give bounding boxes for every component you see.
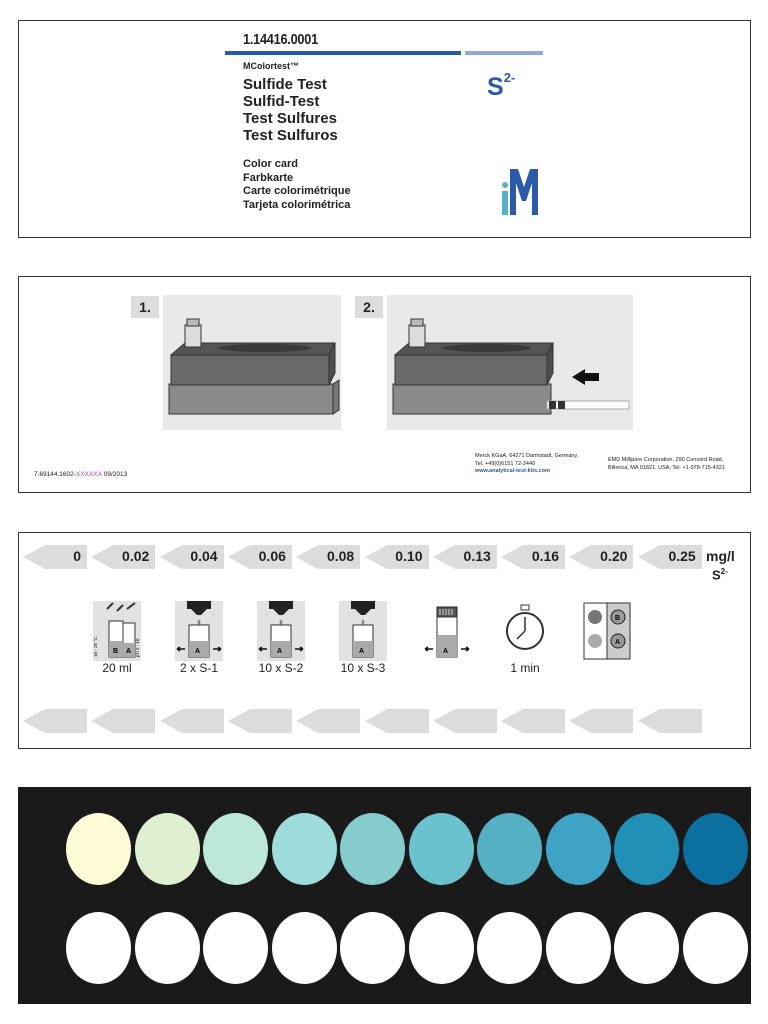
step-1-number: 1.: [131, 296, 159, 318]
unit-ion: $S^{2-}$: [712, 567, 728, 583]
color-swatch-1: [135, 813, 200, 885]
ion-symbol: $S^{2-}$: [487, 69, 516, 101]
card-subtitles: [243, 158, 351, 212]
merck-address: Merck KGaA, 64271 Darmstadt, Germany, Tel. +49(0)6151 72-2440 www.analytical-test-kits.com: [475, 453, 579, 474]
scale-value-5: [365, 545, 429, 569]
color-swatch-7: [546, 813, 611, 885]
color-swatch-5: [409, 813, 474, 885]
color-swatch-4: [340, 813, 405, 885]
scale-value-0: [23, 545, 87, 569]
scale-value-2: [160, 545, 224, 569]
blank-arrow-9: [638, 709, 702, 733]
svg-text:B: B: [615, 615, 621, 622]
subtitle-es: Tarjeta colorimétrica: [243, 198, 351, 211]
scale-value-3: [228, 545, 292, 569]
header-bar-light: [465, 51, 543, 55]
header-panel: [18, 20, 751, 238]
subtitle-fr: Carte colorimétrique: [243, 185, 351, 197]
blank-arrow-5: [365, 709, 429, 733]
comparison-window-5: [409, 912, 474, 984]
scale-value-label: 0.10: [395, 548, 423, 564]
color-swatch-3: [272, 813, 337, 885]
blank-arrow-3: [228, 709, 292, 733]
scale-value-4: [296, 545, 360, 569]
caption-volume: 20 ml: [102, 661, 132, 675]
comparison-window-1: [135, 912, 200, 984]
scale-value-label: 0.16: [531, 548, 560, 564]
color-card-panel: [18, 787, 751, 1004]
caption-s3: 10 x S-3: [340, 661, 386, 675]
scale-value-9: [638, 545, 702, 569]
color-swatch-8: [614, 813, 679, 885]
scale-value-label: 0.06: [258, 548, 286, 564]
scale-value-1: [91, 545, 155, 569]
blank-arrow-6: [433, 709, 497, 733]
scale-value-label: 0.02: [122, 548, 150, 564]
color-swatch-0: [66, 813, 131, 885]
comparison-window-9: [683, 912, 748, 984]
vial-a-label: A: [126, 648, 132, 655]
blank-arrow-2: [160, 709, 224, 733]
step-2-number: 2.: [355, 296, 383, 318]
emd-address: EMD Millipore Corporation, 290 Concord Road, Billerica, MA 01821, USA, Tel. +1-978-715-4321: [608, 457, 725, 471]
blank-arrow-7: [501, 709, 565, 733]
scale-value-8: [569, 545, 633, 569]
svg-text:A: A: [195, 648, 201, 655]
catalog-number: 1.14416.0001: [243, 31, 318, 48]
caption-s1: 2 x S-1: [179, 661, 218, 675]
blank-arrow-0: [23, 709, 87, 733]
comparison-window-6: [477, 912, 542, 984]
document-number: 7.69144.1602-XXXXXX 09/2013: [34, 471, 128, 478]
step-2-illustration: [387, 295, 633, 430]
procedure-panel: [18, 276, 751, 493]
dropper-s2-icon: [257, 601, 305, 661]
blank-arrow-4: [296, 709, 360, 733]
brand-name: MColortest™: [243, 61, 299, 71]
merck-logo-icon: [502, 165, 546, 219]
stopwatch-icon: [501, 601, 549, 661]
svg-text:A: A: [443, 648, 449, 655]
caption-s2: 10 x S-2: [258, 661, 304, 675]
comparison-window-2: [203, 912, 268, 984]
temperature-label: 10 - 25 °C: [93, 636, 98, 657]
header-bar-dark: [225, 51, 461, 55]
comparison-window-0: [66, 912, 131, 984]
scale-value-label: 0.25: [668, 548, 696, 564]
color-swatch-6: [477, 813, 542, 885]
comparison-window-4: [340, 912, 405, 984]
step-1-illustration: [163, 295, 341, 430]
merck-website-link[interactable]: www.analytical-test-kits.com: [475, 468, 550, 474]
title-de: Sulfid-Test: [243, 93, 320, 110]
unit-label: mg/l: [706, 548, 735, 564]
scale-value-label: 0.04: [190, 548, 218, 564]
title-fr: Test Sulfures: [243, 110, 337, 127]
caption-time: 1 min: [510, 661, 540, 675]
svg-text:A: A: [277, 648, 283, 655]
dropper-s3-icon: [339, 601, 387, 661]
scale-value-label: 0.08: [326, 548, 355, 564]
scale-value-label: 0.20: [600, 548, 628, 564]
svg-text:A: A: [615, 639, 621, 646]
scale-value-label: 0: [73, 548, 81, 564]
shake-vial-icon: [423, 601, 471, 661]
subtitle-de: Farbkarte: [243, 171, 294, 184]
comparison-window-3: [272, 912, 337, 984]
scale-panel: [18, 532, 751, 749]
comparator-icon: [583, 601, 631, 661]
comparison-window-7: [546, 912, 611, 984]
comparison-window-8: [614, 912, 679, 984]
scale-value-label: 0.13: [463, 548, 491, 564]
blank-arrow-8: [569, 709, 633, 733]
scale-value-6: [433, 545, 497, 569]
title-en: Sulfide Test: [243, 76, 327, 93]
color-swatch-9: [683, 813, 748, 885]
vial-b-label: B: [113, 648, 119, 655]
dropper-s1-icon: [175, 601, 223, 661]
subtitle-en: Color card: [243, 158, 299, 170]
sample-vials-icon: [93, 601, 141, 661]
ph-label: pH 2 - 10: [135, 638, 140, 657]
color-swatch-2: [203, 813, 268, 885]
blank-arrow-1: [91, 709, 155, 733]
product-titles: [243, 76, 338, 144]
scale-value-7: [501, 545, 565, 569]
title-es: Test Sulfuros: [243, 127, 338, 144]
svg-text:A: A: [359, 648, 365, 655]
